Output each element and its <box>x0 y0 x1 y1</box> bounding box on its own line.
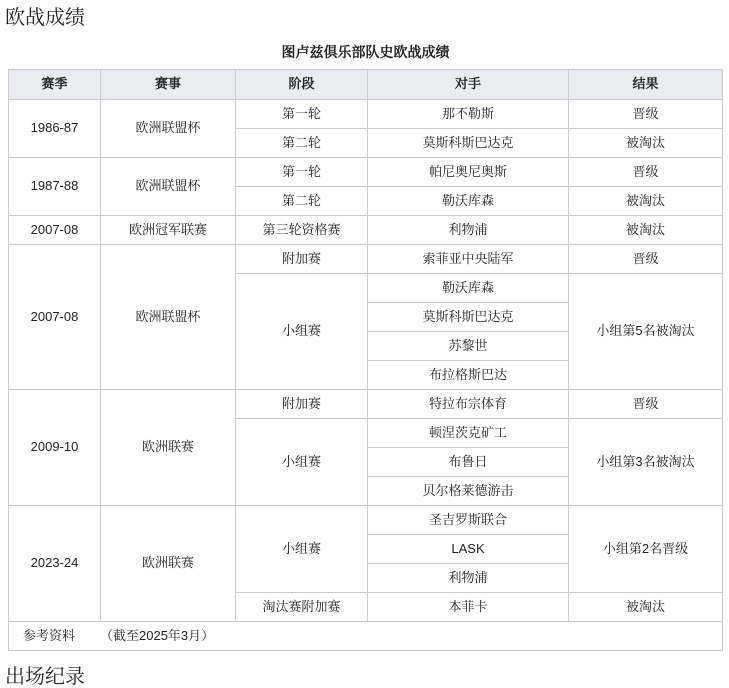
table-footer-row <box>9 622 723 651</box>
cell-result: 晋级 <box>569 245 723 274</box>
cell-result: 小组第2名晋级 <box>569 506 723 593</box>
cell-competition: 欧洲冠军联赛 <box>101 216 236 245</box>
section-heading-appearance-records: 出场纪录 <box>5 666 85 688</box>
cell-result: 晋级 <box>569 158 723 187</box>
cell-result: 小组第5名被淘汰 <box>569 274 723 390</box>
cell-competition: 欧洲联盟杯 <box>101 100 236 158</box>
european-results-table <box>8 45 723 651</box>
cell-stage: 小组赛 <box>236 274 368 390</box>
cell-result: 晋级 <box>569 100 723 129</box>
cell-result: 被淘汰 <box>569 129 723 158</box>
cell-opponent: 利物浦 <box>368 564 569 593</box>
cell-opponent: 勒沃库森 <box>368 274 569 303</box>
cell-opponent: 勒沃库森 <box>368 187 569 216</box>
cell-opponent: 特拉布宗体育 <box>368 390 569 419</box>
cell-stage: 小组赛 <box>236 419 368 506</box>
cell-opponent: 莫斯科斯巴达克 <box>368 129 569 158</box>
cell-opponent: 布鲁日 <box>368 448 569 477</box>
cell-opponent: 顿涅茨克矿工 <box>368 419 569 448</box>
cell-season: 2007-08 <box>9 216 101 245</box>
column-header-season: 赛季 <box>9 70 101 100</box>
cell-season: 2007-08 <box>9 245 101 390</box>
cell-result: 小组第3名被淘汰 <box>569 419 723 506</box>
table-row <box>9 245 723 274</box>
column-header-competition: 赛事 <box>101 70 236 100</box>
cell-opponent: 索菲亚中央陆军 <box>368 245 569 274</box>
column-header-stage: 阶段 <box>236 70 368 100</box>
cell-competition: 欧洲联赛 <box>101 390 236 506</box>
cell-stage: 小组赛 <box>236 506 368 593</box>
cell-stage: 第一轮 <box>236 100 368 129</box>
cell-stage: 附加赛 <box>236 245 368 274</box>
cell-result: 被淘汰 <box>569 187 723 216</box>
cell-competition: 欧洲联盟杯 <box>101 158 236 216</box>
table-row <box>9 390 723 419</box>
cell-opponent: 本菲卡 <box>368 593 569 622</box>
cell-stage: 附加赛 <box>236 390 368 419</box>
cell-season: 2023-24 <box>9 506 101 622</box>
cell-stage: 第三轮资格赛 <box>236 216 368 245</box>
cell-stage: 第一轮 <box>236 158 368 187</box>
cell-opponent: LASK <box>368 535 569 564</box>
table-row <box>9 100 723 129</box>
cell-stage: 第二轮 <box>236 129 368 158</box>
section-heading-european-results: 欧战成绩 <box>5 7 85 29</box>
table-row <box>9 158 723 187</box>
cell-competition: 欧洲联盟杯 <box>101 245 236 390</box>
table-header-row <box>9 70 723 100</box>
cell-opponent: 那不勒斯 <box>368 100 569 129</box>
table-row <box>9 216 723 245</box>
cell-season: 2009-10 <box>9 390 101 506</box>
cell-season: 1986-87 <box>9 100 101 158</box>
column-header-opponent: 对手 <box>368 70 569 100</box>
table-caption: 图卢兹俱乐部队史欧战成绩 <box>281 44 450 60</box>
cell-opponent: 莫斯科斯巴达克 <box>368 303 569 332</box>
cell-opponent: 利物浦 <box>368 216 569 245</box>
cell-result: 被淘汰 <box>569 216 723 245</box>
cell-opponent: 帕尼奥尼奥斯 <box>368 158 569 187</box>
references-note: （截至2025年3月） <box>100 627 215 643</box>
cell-opponent: 布拉格斯巴达 <box>368 361 569 390</box>
cell-season: 1987-88 <box>9 158 101 216</box>
table-row <box>9 506 723 535</box>
references-label: 参考资料 <box>23 627 76 643</box>
column-header-result: 结果 <box>569 70 723 100</box>
cell-result: 晋级 <box>569 390 723 419</box>
references-cell <box>9 622 723 651</box>
cell-competition: 欧洲联赛 <box>101 506 236 622</box>
cell-stage: 第二轮 <box>236 187 368 216</box>
cell-opponent: 圣吉罗斯联合 <box>368 506 569 535</box>
cell-opponent: 苏黎世 <box>368 332 569 361</box>
cell-opponent: 贝尔格莱德游击 <box>368 477 569 506</box>
cell-stage: 淘汰赛附加赛 <box>236 593 368 622</box>
cell-result: 被淘汰 <box>569 593 723 622</box>
